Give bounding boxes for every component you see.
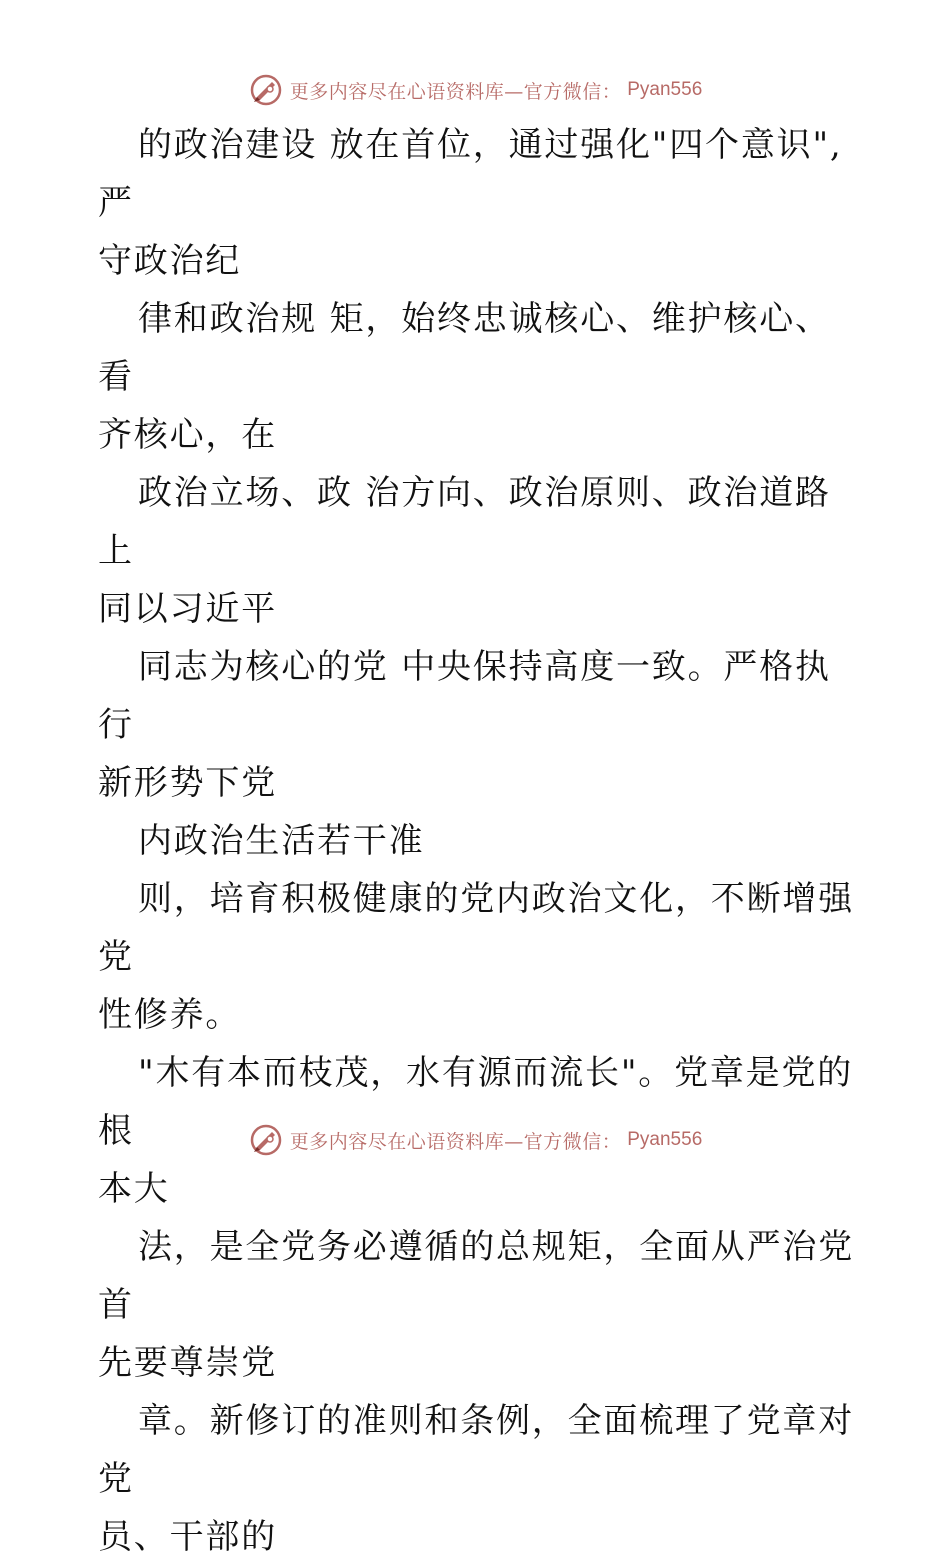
text-line (98, 754, 858, 812)
text-line-content: "木有本而枝茂，水有源而流长"。党章是党的根 (98, 1053, 854, 1151)
text-line-content: 则，培育积极健康的党内政治文化，不断增强党 (98, 879, 854, 977)
text-line (98, 1392, 858, 1508)
text-line (98, 870, 858, 986)
footer-wechat-id: Pyan556 (627, 1129, 703, 1150)
pen-logo-icon (248, 72, 284, 108)
text-line-content: 律和政治规 矩，始终忠诚核心、维护核心、看 (98, 299, 831, 397)
footer-banner-text: 更多内容尽在心语资料库—官方微信： (289, 1130, 622, 1153)
text-line-content: 新形势下党 (98, 763, 277, 803)
header-banner-text: 更多内容尽在心语资料库—官方微信： (289, 80, 622, 103)
text-line (98, 1334, 858, 1392)
text-line-content: 内政治生活若干准 (138, 821, 425, 861)
text-line (98, 116, 858, 232)
text-line-content: 员、干部的 (98, 1517, 277, 1557)
text-line (98, 290, 858, 406)
footer-banner (0, 1120, 950, 1160)
text-line (98, 232, 858, 290)
text-line-content: 齐核心，在 (98, 415, 277, 455)
text-line-content: 本大 (98, 1169, 170, 1209)
document-body (98, 116, 858, 1566)
text-line (98, 986, 858, 1044)
header-wechat-id: Pyan556 (627, 79, 703, 100)
text-line (98, 464, 858, 580)
text-line-content: 先要尊崇党 (98, 1343, 277, 1383)
text-line (98, 1160, 858, 1218)
text-line (98, 638, 858, 754)
text-line-content: 同以习近平 (98, 589, 277, 629)
text-line (98, 406, 858, 464)
text-line (98, 1508, 858, 1566)
text-line (98, 812, 858, 870)
header-banner (0, 70, 950, 110)
text-line-content: 同志为核心的党 中央保持高度一致。严格执行 (98, 647, 831, 745)
text-line-content: 守政治纪 (98, 241, 242, 281)
text-line-content: 性修养。 (98, 995, 242, 1035)
text-line (98, 580, 858, 638)
text-line-content: 章。新修订的准则和条例，全面梳理了党章对党 (98, 1401, 854, 1499)
text-line-content: 的政治建设 放在首位，通过强化"四个意识",严 (98, 125, 843, 223)
text-line-content: 法，是全党务必遵循的总规矩，全面从严治党首 (98, 1227, 854, 1325)
text-line-content: 政治立场、政 治方向、政治原则、政治道路上 (98, 473, 831, 571)
pen-logo-icon (248, 1122, 284, 1158)
text-line (98, 1218, 858, 1334)
